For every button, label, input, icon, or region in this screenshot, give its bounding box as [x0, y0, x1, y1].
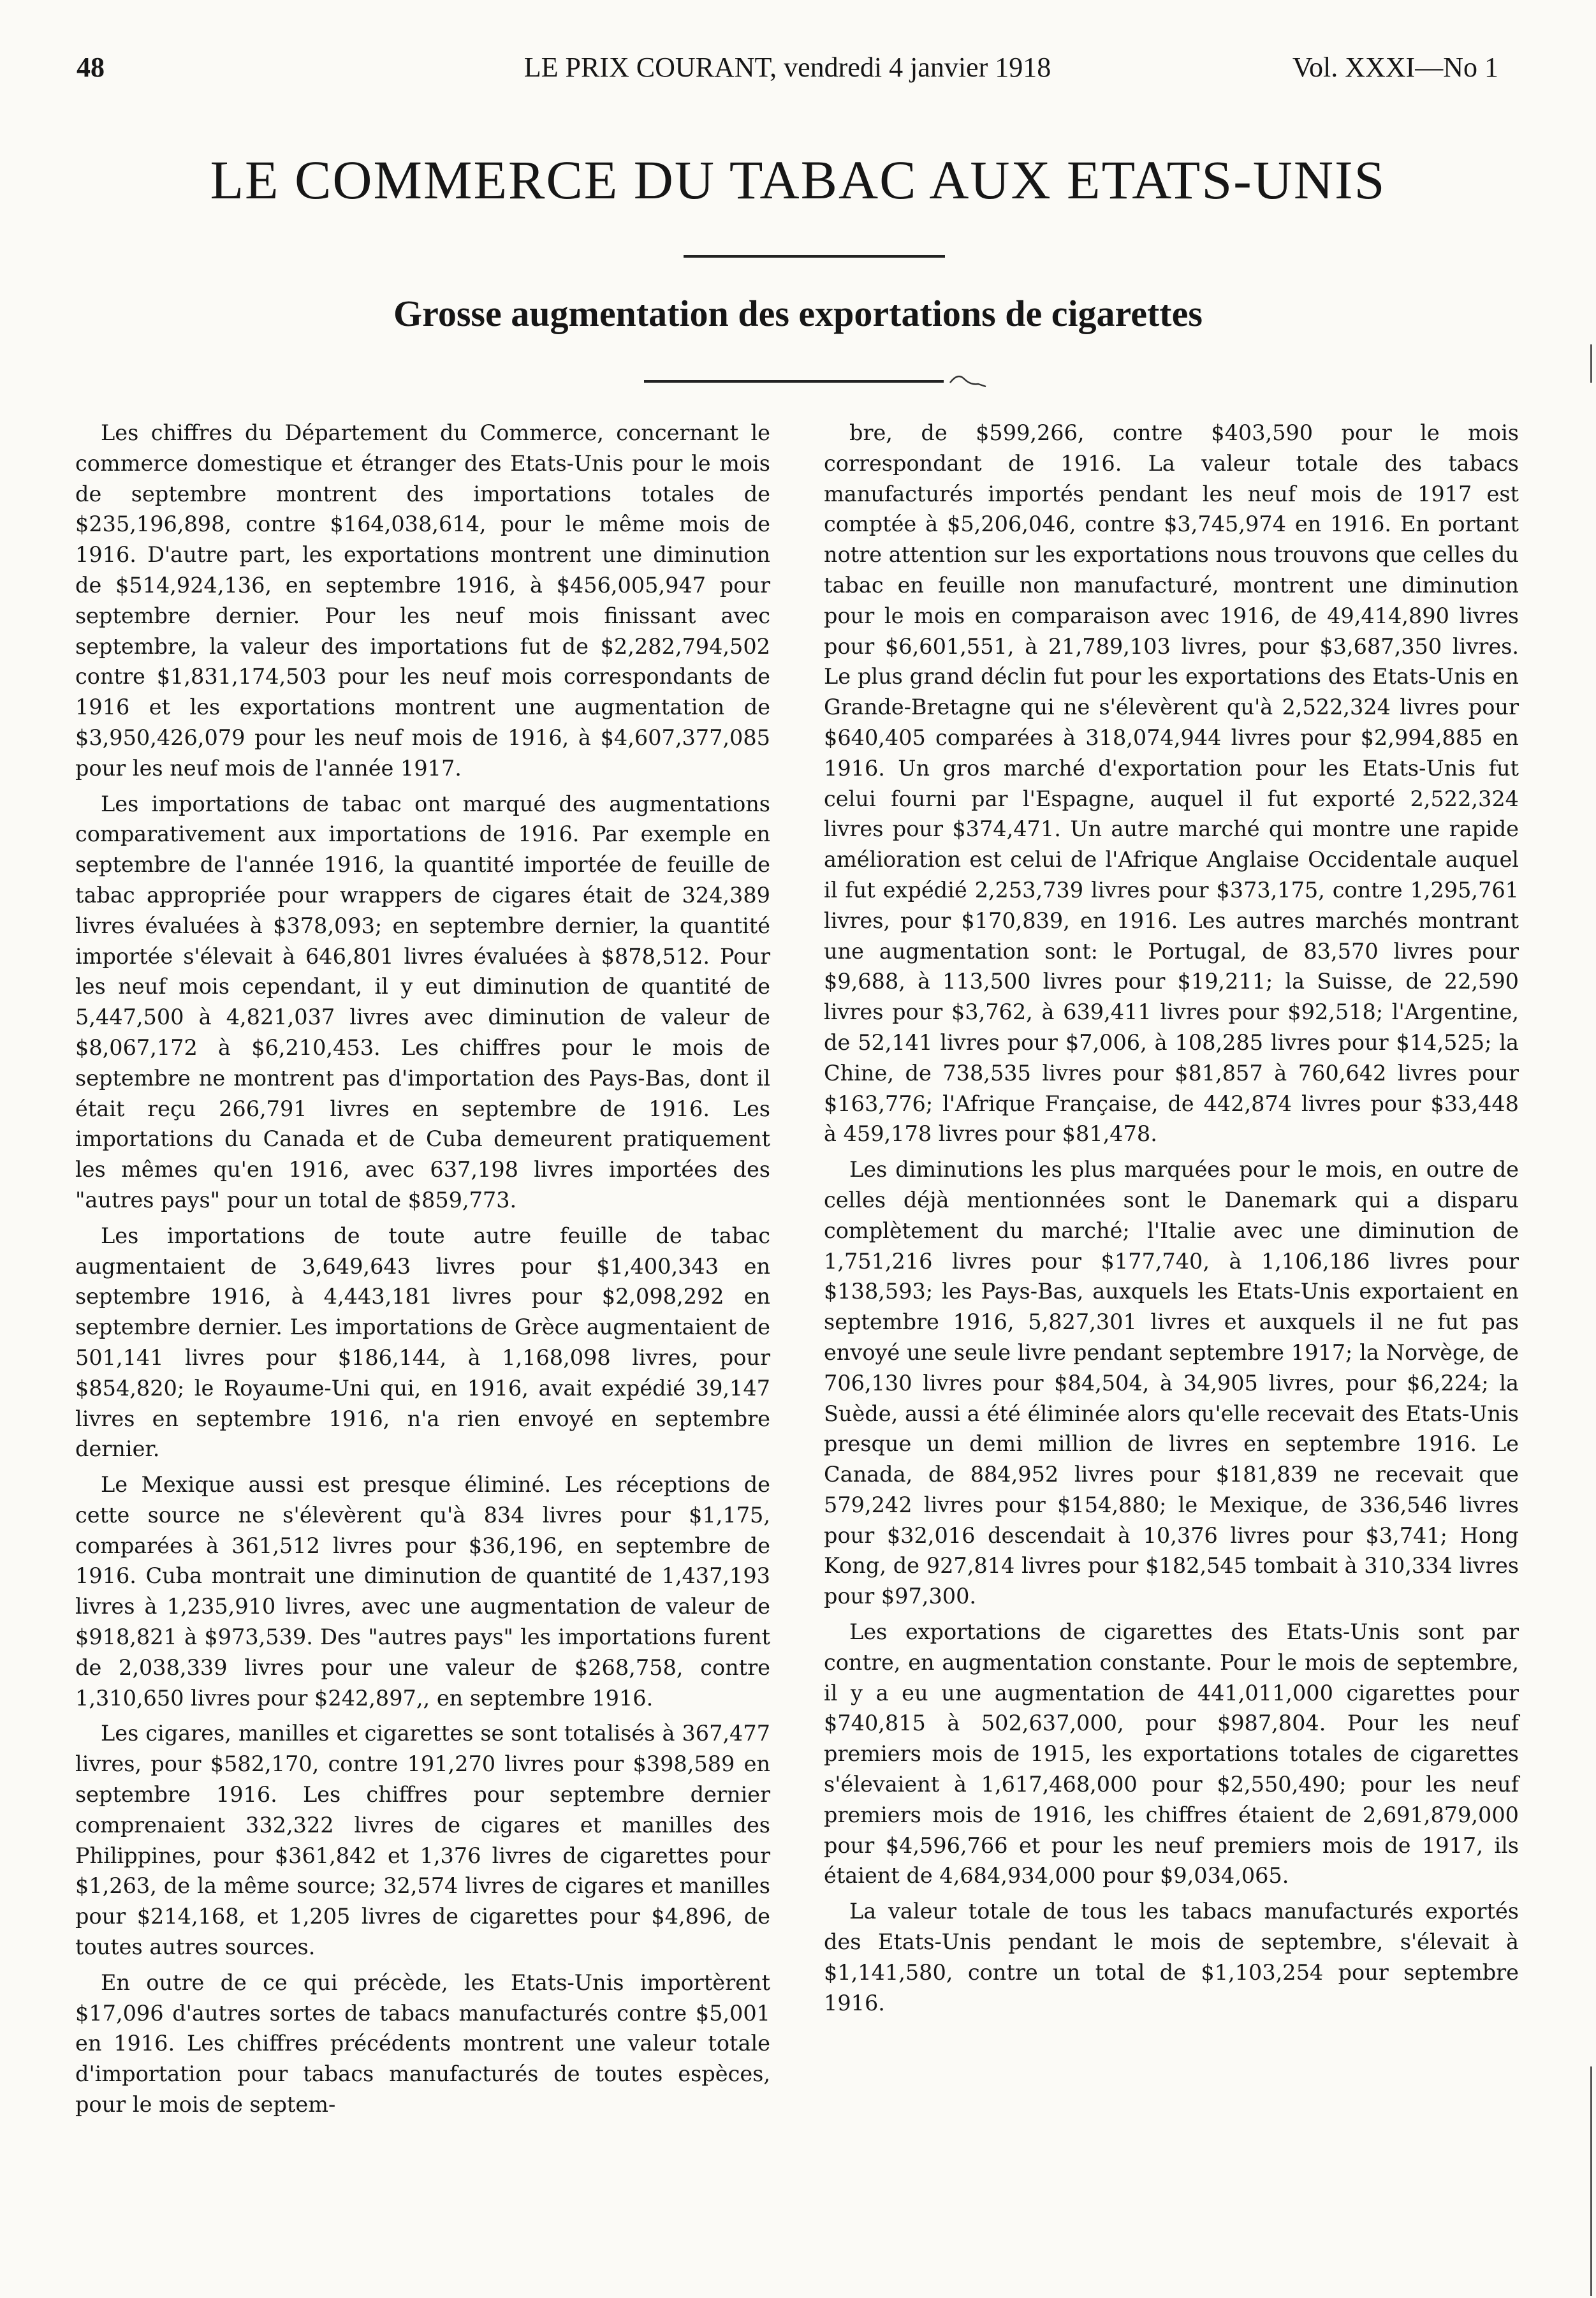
paragraph: Le Mexique aussi est presque éliminé. Les réceptions de cette source ne s'élevèrent qu'à 834 livres pour $1,175, comparées à 361,512 livres pour $36,196, en septembre de 1916. Cuba montrait une diminution de quantité de 1,437,193 livres à 1,235,910 livres, avec une augmentation de valeur de $918,821 à $973,539. Des "autres pays" les importations furent de 2,038,339 livres pour une valeur de $268,758, contre 1,310,650 livres pour $242,897,, en septembre 1916.: [75, 1472, 770, 1711]
right-column: [824, 418, 1519, 2023]
volume-number: Vol. XXXI—No 1: [1292, 52, 1498, 83]
paragraph: Les cigares, manilles et cigarettes se sont totalisés à 367,477 livres, pour $582,170, contre 191,270 livres pour $398,589 en septembre 1916. Les chiffres pour septembre dernier comprenaient 332,322 livres de cigares et manilles des Philippines, pour $361,842 et 1,376 livres de cigarettes pour $1,263, de la même source; 32,574 livres de cigares et manilles pour $214,168, et 1,205 livres de cigarettes pour $4,896, de toutes autres sources.: [75, 1721, 770, 1960]
paragraph: Les diminutions les plus marquées pour le mois, en outre de celles déjà mentionnées sont le Danemark qui a disparu complètement du marché; l'Italie avec une diminution de 1,751,216 livres pour $177,740, à 1,106,186 livres pour $138,593; les Pays-Bas, auxquels les Etats-Unis exportaient en septembre 1916, 5,827,301 livres et auxquels il ne fut pas envoyé une seule livre pendant septembre 1917; la Norvège, de 706,130 livres pour $84,504, à 34,905 livres, pour $6,224; la Suède, aussi a été éliminée alors qu'elle recevait des Etats-Unis presque un demi million de livres en septembre 1916. Le Canada, de 884,952 livres pour $181,839 ne recevait que 579,242 livres pour $154,880; le Mexique, de 336,546 livres pour $32,016 descendait à 10,376 livres pour $3,741; Hong Kong, de 927,814 livres pour $182,545 tombait à 310,334 livres pour $97,300.: [824, 1157, 1519, 1609]
page-number: 48: [77, 52, 105, 83]
paragraph: Les importations de tabac ont marqué des augmentations comparativement aux importations de 1916. Par exemple en septembre de l'année 1916, la quantité importée de feuille de tabac appropriée pour wrappers de cigares était de 324,389 livres évaluées à $378,093; en septembre dernier, la quantité importée s'élevait à 646,801 livres évaluées à $878,512. Pour les neuf mois cependant, il y eut diminution de quantité de 5,447,500 à 4,821,037 livres avec diminution de valeur de $8,067,172 à $6,210,453. Les chiffres pour le mois de septembre ne montrent pas d'importation des Pays-Bas, dont il était reçu 266,791 livres en septembre de 1916. Les importations du Canada et de Cuba demeurent pratiquement les mêmes qu'en 1916, avec 637,198 livres importées des "autres pays" pour un total de $859,773.: [75, 791, 770, 1212]
paragraph: En outre de ce qui précède, les Etats-Unis importèrent $17,096 d'autres sortes de tabacs manufacturés contre $5,001 en 1916. Les chiffres précédents montrent une valeur totale d'importation pour tabacs manufacturés de toutes espèces, pour le mois de septem-: [75, 1970, 770, 2118]
paragraph: bre, de $599,266, contre $403,590 pour le mois correspondant de 1916. La valeur totale des tabacs manufacturés importés pendant les neuf mois de 1917 est comptée à $5,206,046, contre $3,745,974 en 1916. En portant notre attention sur les exportations nous trouvons que celles du tabac en feuille non manufacturé, montrent une diminution pour le mois en comparaison avec 1916, de 49,414,890 livres pour $6,601,551, à 21,789,103 livres, pour $3,687,350 livres. Le plus grand déclin fut pour les exportations des Etats-Unis en Grande-Bretagne qui ne s'élevèrent qu'à 2,522,324 livres pour $640,405 comparées à 318,074,944 livres pour $2,994,885 en 1916. Un gros marché d'exportation pour les Etats-Unis fut celui fourni par l'Espagne, auquel il fut exporté 2,522,324 livres pour $374,471. Un autre marché qui montre une rapide amélioration est celui de l'Afrique Anglaise Occidentale auquel il fut expédié 2,253,739 livres pour $373,175, contre 1,295,761 livres, pour $170,839, en 1916. Les autres marchés montrant une augmentation sont: le Portugal, de 83,570 livres pour $9,688, à 113,500 livres pour $19,211; la Suisse, de 22,590 livres pour $3,762, à 639,411 livres pour $92,518; l'Argentine, de 52,141 livres pour $7,006, à 108,285 livres pour $14,525; la Chine, de 738,535 livres pour $81,857 à 760,642 livres pour $163,776; l'Afrique Française, de 442,874 livres pour $33,448 à 459,178 livres pour $81,478.: [824, 420, 1519, 1147]
running-head: [77, 51, 1498, 89]
subtitle-rule: [644, 380, 944, 383]
left-column: [75, 418, 770, 2125]
article-subtitle: Grosse augmentation des exportations de cigarettes: [393, 293, 1203, 334]
scan-edge-mark: [1590, 2066, 1592, 2296]
ornament-squiggle: [949, 370, 987, 389]
article-title: LE COMMERCE DU TABAC AUX ETATS-UNIS: [210, 149, 1386, 210]
paragraph: Les exportations de cigarettes des Etats-Unis sont par contre, en augmentation constante. Pour le mois de septembre, il y a eu une augmentation de 441,011,000 cigarettes pour $740,815 à 502,637,000, pour $987,804. Pour les neuf premiers mois de 1915, les exportations totales de cigarettes s'élevaient à 1,617,468,000 pour $2,550,490; pour les neuf premiers mois de 1916, les chiffres étaient de 2,691,879,000 pour $4,596,766 et pour les neuf premiers mois de 1917, ils étaient de 4,684,934,000 pour $9,034,065.: [824, 1619, 1519, 1889]
title-rule: [684, 255, 945, 258]
paragraph: Les importations de toute autre feuille de tabac augmentaient de 3,649,643 livres pour $1,400,343 en septembre 1916, à 4,443,181 livres pour $2,098,292 en septembre dernier. Les importations de Grèce augmentaient de 501,141 livres pour $186,144, à 1,168,098 livres, pour $854,820; le Royaume-Uni qui, en 1916, avait expédié 39,147 livres en septembre 1916, n'a rien envoyé en septembre dernier.: [75, 1223, 770, 1462]
paragraph: Les chiffres du Département du Commerce, concernant le commerce domestique et étranger des Etats-Unis pour le mois de septembre montrent des importations totales de $235,196,898, contre $164,038,614, pour le même mois de 1916. D'autre part, les exportations montrent une diminution de $514,924,136, en septembre 1916, à $456,005,947 pour septembre dernier. Pour les neuf mois finissant avec septembre, la valeur des importations fut de $2,282,794,502 contre $1,831,174,503 pour les neuf mois correspondants de 1916 et les exportations montrent une augmentation de $3,950,426,079 pour les neuf mois de 1916, à $4,607,377,085 pour les neuf mois de l'année 1917.: [75, 420, 770, 781]
scan-edge-mark: [1590, 344, 1592, 383]
paragraph: La valeur totale de tous les tabacs manufacturés exportés des Etats-Unis pendant le mois de septembre, s'élevait à $1,141,580, contre un total de $1,103,254 pour septembre 1916.: [824, 1899, 1519, 2015]
publication-line: LE PRIX COURANT, vendredi 4 janvier 1918: [523, 52, 1051, 83]
